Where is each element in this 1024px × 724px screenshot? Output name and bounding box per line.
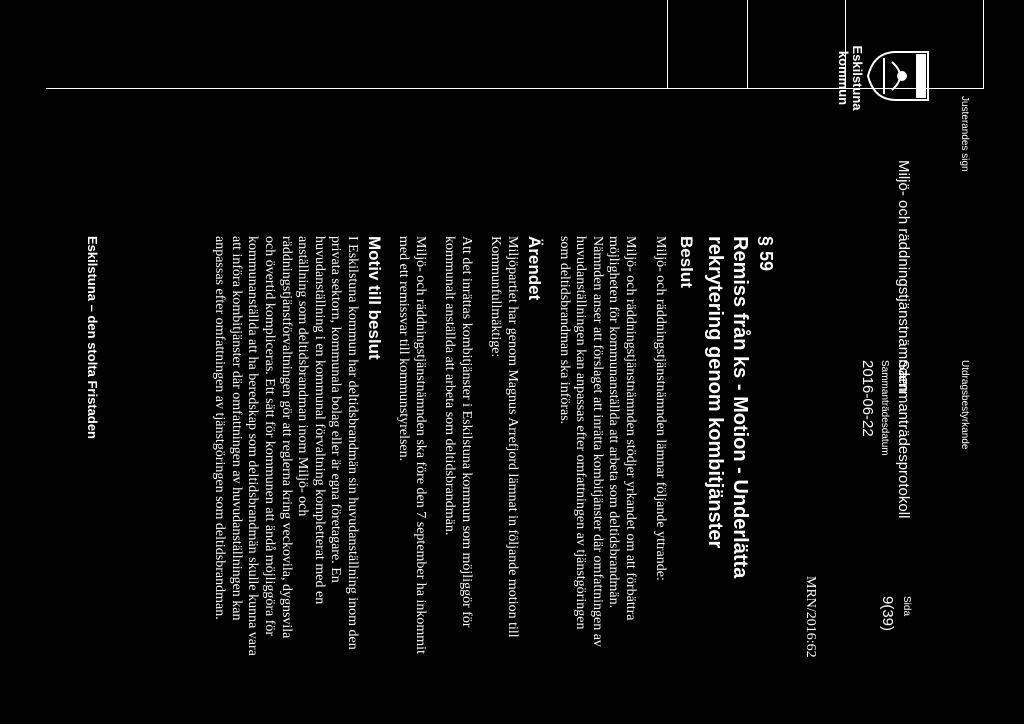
motiv-heading: Motiv till beslut <box>365 236 384 360</box>
municipality-name <box>836 38 864 118</box>
beslut-text: Miljö- och räddningstjänstnämnden stödjer yrkandet om att förbättra möjligheten för kommunanställda att arbeta som deltidsbrandmän. Nämnden anser att förslaget att inrätta kombitjänster där omfattningen av huvudanställningen kan anpassas efter omfattningen av tjänstgöringen som deltidsbrandman ska införas. <box>556 236 638 647</box>
page-label: Sida <box>901 596 912 617</box>
motiv-text: I Eskilstuna kommun har deltidsbrandmän sin huvudanställning inom den privata sektorn, kommunala bolag eller är egna företagare. En huvudanställning i en kommunal förvaltning kompletterat med en anställning som deltidsbrandman inom Miljö- och räddningstjänstförvaltningen gör att reglerna kring veckovila, dygnsvila och övertid kompliceras. Ett sätt för kommunen att ändå möjliggöra för kommunanställda att ha beredskap som deltidsbrandmän skulle kunna vara att införa kombitjänster där omfattningen av huvudanställningen kan anpassas efter omfattningen av tjänstgöringen som deltidsbrandman. <box>212 236 360 656</box>
meeting-date: 2016-06-22 <box>859 360 876 437</box>
sign-divider <box>845 0 846 88</box>
sign-label: Justerandes sign <box>959 96 970 172</box>
case-number: MRN/2016:62 <box>803 576 818 658</box>
page-number: 9(39) <box>879 596 896 632</box>
arendet-paragraph-1: Miljöpartiet har genom Magnus Arrefjord lämnat in följande motion till Kommunfullmäktige: <box>488 236 520 638</box>
beslut-heading: Beslut <box>677 236 696 288</box>
organization-name: Miljö- och räddningstjänstnämnden <box>895 160 912 393</box>
logo-text-line2: kommun <box>836 50 851 106</box>
arendet-heading: Ärendet <box>525 236 544 301</box>
section-number: § 59 <box>756 236 776 272</box>
arendet-paragraph-2: Att det inrättas kombitjänster i Eskilstuna kommun som möjliggör för kommunalt anställda att arbeta som deltidsbrandmän. <box>442 236 474 628</box>
municipal-crest-logo <box>866 48 932 104</box>
sign-divider <box>747 0 748 88</box>
footer-slogan: Eskilstuna – den stolta Fristaden <box>85 236 100 439</box>
page-title: Remiss från ks - Motion - Underlätta rekrytering genom kombitjänster <box>704 236 751 579</box>
sign-divider <box>983 0 984 88</box>
meeting-date-label: Sammanträdesdatum <box>879 360 890 456</box>
sign-divider <box>667 0 668 88</box>
beslut-intro: Miljö- och räddningstjänstnämnden lämnar följande yttrande: <box>653 236 668 581</box>
extract-certification-label: Utdragsbestyrkande <box>959 360 970 450</box>
arendet-paragraph-3: Miljö- och räddningstjänstnämnden ska före den 7 september ha inkommit med ett remissvar till kommunstyrelsen. <box>396 236 428 654</box>
document-type: Sammanträdesprotokoll <box>895 360 912 519</box>
logo-text-line1: Eskilstuna <box>850 45 865 111</box>
sign-column-line <box>46 88 984 89</box>
